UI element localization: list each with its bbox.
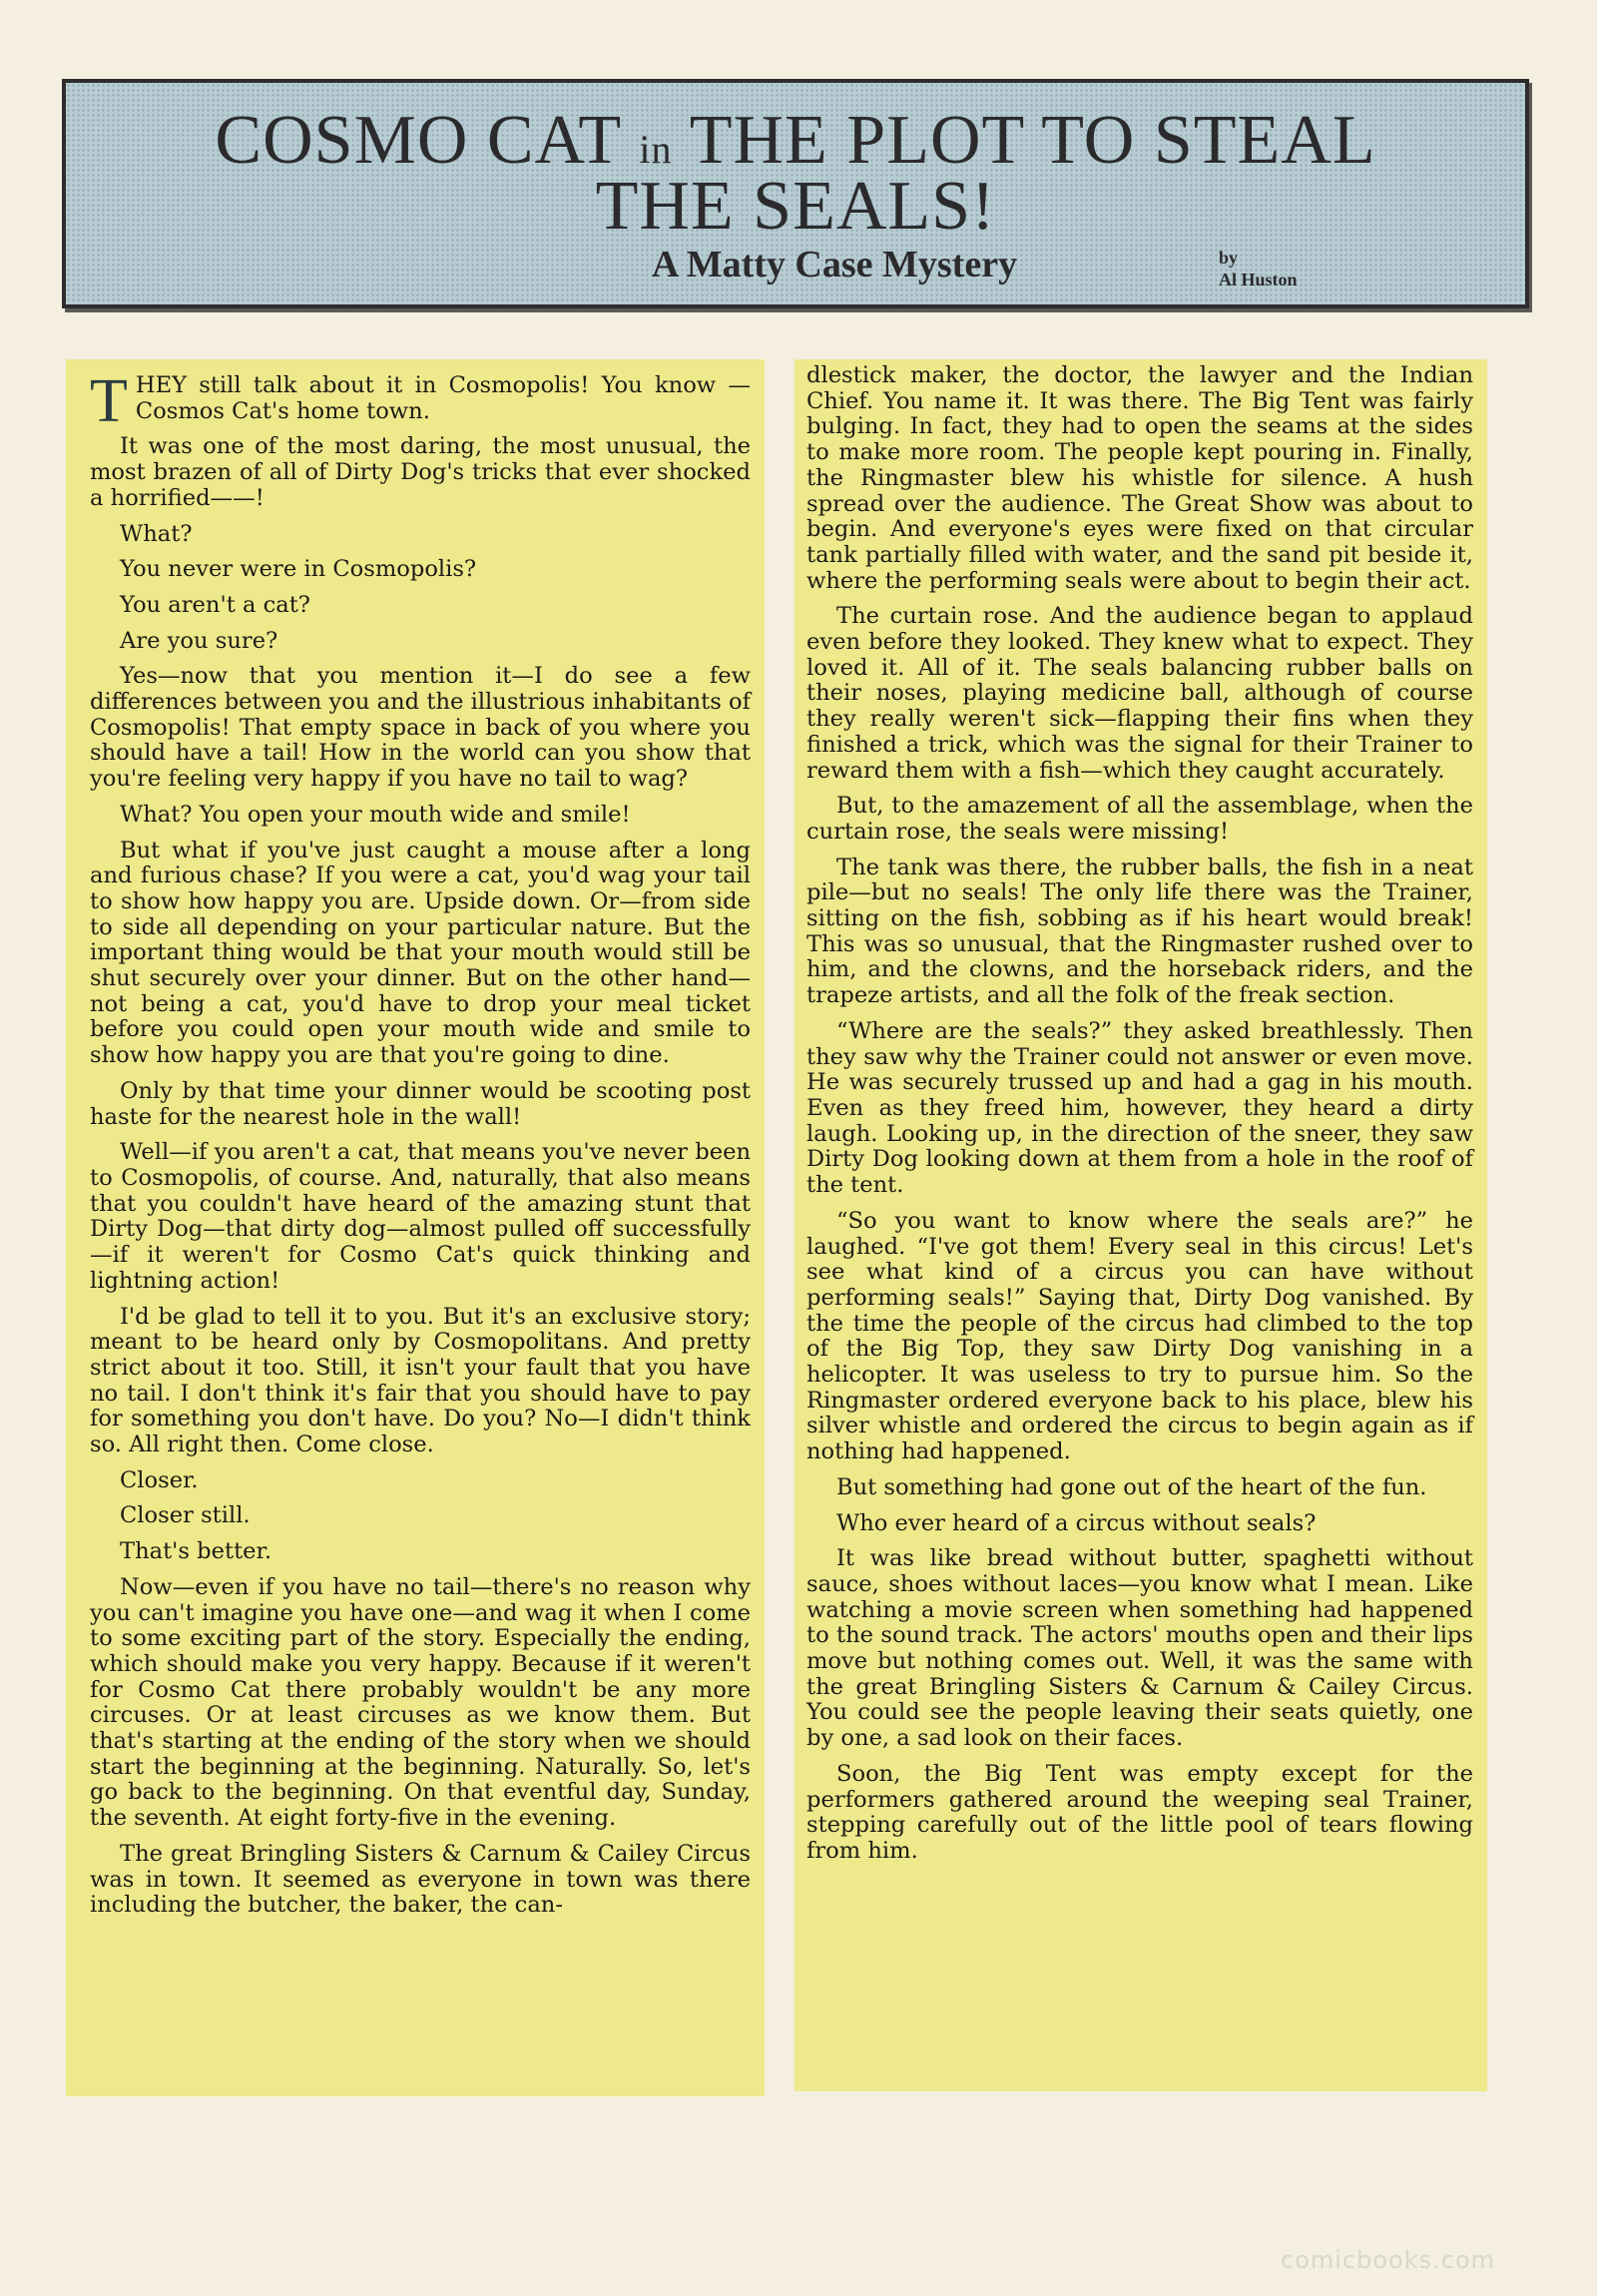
story-title-line-2: THE SEALS! [595, 168, 996, 245]
site-watermark: comicbooks.com [1281, 2246, 1496, 2274]
story-paragraph: The tank was there, the rubber balls, the fish in a neat pile—but no seals! The only life there was the Trainer, sitting on the fish, sobbing as if his heart would break! This was so unusual, that the Ringmaster rushed over to him, and the clowns, and the horseback riders, and the trapeze artists, and all the folk of the freak section. [806, 854, 1473, 1009]
story-paragraph: “Where are the seals?” they asked breathlessly. Then they saw why the Trainer could not answer or even move. He was securely trussed up and had a gag in his mouth. Even as they freed him, however, they heard a dirty laugh. Looking up, in the direction of the sneer, they saw Dirty Dog looking down at them from a hole in the roof of the tent. [806, 1017, 1473, 1199]
story-paragraph: Now—even if you have no tail—there's no reason why you can't imagine you have one—and wag it when I come to some exciting part of the story. Especially the ending, which should make you very happy. Because if it weren't for Cosmo Cat there probably wouldn't be any more circuses. Or at least circuses as we know them. But that's starting at the ending of the story when we should start the beginning at the beginning. Naturally. So, let's go back to the beginning. On that eventful day, Sunday, the seventh. At eight forty-five in the evening. [90, 1573, 751, 1832]
story-paragraph: That's better. [120, 1538, 272, 1565]
byline [1219, 247, 1298, 290]
story-paragraph: But, to the amazement of all the assemblage, when the curtain rose, the seals were missing! [806, 793, 1473, 845]
story-paragraph: It was one of the most daring, the most unusual, the most brazen of all of Dirty Dog's tricks that ever shocked a horrified——! [90, 433, 751, 511]
story-paragraph: The great Bringling Sisters & Carnum & Cailey Circus was in town. It seemed as everyone in town was there including the butcher, the baker, the can- [90, 1840, 751, 1919]
story-paragraph: Yes—now that you mention it—I do see a few differences between you and the illustrious inhabitants of Cosmopolis! That empty space in back of you where you should have a tail! How in the world can you show that you're feeling very happy if you have no tail to wag? [90, 663, 751, 793]
story-paragraph: Closer. [120, 1466, 199, 1493]
story-paragraph: Soon, the Big Tent was empty except for the performers gathered around the weeping seal Trainer, stepping carefully out of the little pool of tears flowing from him. [806, 1760, 1473, 1864]
story-paragraph: I'd be glad to tell it to you. But it's an exclusive story; meant to be heard only by Cosmopolitans. And pretty strict about it too. Still, it isn't your fault that you have no tail. I don't think it's fair that you should have to pay for something you don't have. Do you? No—I didn't think so. All right then. Come close. [90, 1303, 751, 1458]
byline-by: by [1219, 248, 1239, 268]
story-paragraph: Well—if you aren't a cat, that means you've never been to Cosmopolis, of course. And, naturally, that also means that you couldn't have heard of the amazing stunt that Dirty Dog—that dirty dog—almost pulled off successfully—if it weren't for Cosmo Cat's quick thinking and lightning action! [90, 1139, 751, 1294]
story-column-right [795, 359, 1487, 2091]
story-paragraph: Closer still. [120, 1502, 251, 1529]
story-subtitle: A Matty Case Mystery [651, 244, 1018, 286]
story-paragraph: What? You open your mouth wide and smile! [120, 801, 631, 828]
opening-text: HEY still talk about it in Cosmopolis! You know —Cosmos Cat's home town. [135, 372, 751, 424]
story-paragraph: Are you sure? [120, 627, 278, 654]
story-paragraph: You never were in Cosmopolis? [120, 556, 477, 583]
title-cosmo-cat: COSMO CAT [215, 102, 621, 179]
title-banner [62, 79, 1529, 308]
title-in: in [639, 127, 673, 172]
story-paragraph: But something had gone out of the heart of the fun. [836, 1473, 1427, 1500]
story-paragraph: But what if you've just caught a mouse after a long and furious chase? If you were a cat, you'd wag your tail to show how happy you are. Upside down. Or—from side to side all depending on your particular nature. But the important thing would be that your mouth would still be shut securely over your dinner. But on the other hand—not being a cat, you'd have to drop your meal ticket before you could open your mouth wide and smile to show how happy you are that you're going to dine. [90, 837, 751, 1069]
story-paragraph: It was like bread without butter, spaghetti without sauce, shoes without laces—you know what I mean. Like watching a movie screen when something had happened to the sound track. The actors' mouths open and their lips move but nothing comes out. Well, it was the same with the great Bringling Sisters & Carnum & Cailey Circus. You could see the people leaving their seats quietly, one by one, a sad look on their faces. [806, 1545, 1473, 1752]
story-paragraph: What? [120, 520, 193, 547]
story-column-left [66, 359, 765, 2096]
story-paragraph: Who ever heard of a circus without seals? [836, 1509, 1317, 1536]
title-plot: THE PLOT TO STEAL [689, 102, 1376, 179]
byline-author: Al Huston [1219, 270, 1298, 289]
story-paragraph-opening [90, 367, 751, 435]
drop-cap: T [90, 367, 128, 435]
story-paragraph: dlestick maker, the doctor, the lawyer and the Indian Chief. You name it. It was there. The Big Tent was fairly bulging. In fact, they had to open the seams at the sides to make more room. The people kept pouring in. Finally, the Ringmaster blew his whistle for silence. A hush spread over the audience. The Great Show was about to begin. And everyone's eyes were fixed on that circular tank partially filled with water, and the sand pit beside it, where the performing seals were about to begin their act. [806, 362, 1473, 594]
story-paragraph: Only by that time your dinner would be scooting post haste for the nearest hole in the wall! [90, 1077, 751, 1130]
story-paragraph: The curtain rose. And the audience began to applaud even before they looked. They knew what to expect. They loved it. All of it. The seals balancing rubber balls on their noses, playing medicine ball, although of course they really weren't sick—flapping their fins when they finished a trick, which was the signal for their Trainer to reward them with a fish—which they caught accurately. [806, 603, 1473, 784]
story-paragraph: You aren't a cat? [120, 591, 310, 618]
story-paragraph: “So you want to know where the seals are?” he laughed. “I've got them! Every seal in this circus! Let's see what kind of a circus you can have without performing seals!” Saying that, Dirty Dog vanished. By the time the people of the circus had climbed to the top of the Big Top, they saw Dirty Dog vanishing in a helicopter. It was useless to try to pursue him. So the Ringmaster ordered everyone back to his place, blew his silver whistle and ordered the circus to begin again as if nothing had happened. [806, 1207, 1473, 1465]
